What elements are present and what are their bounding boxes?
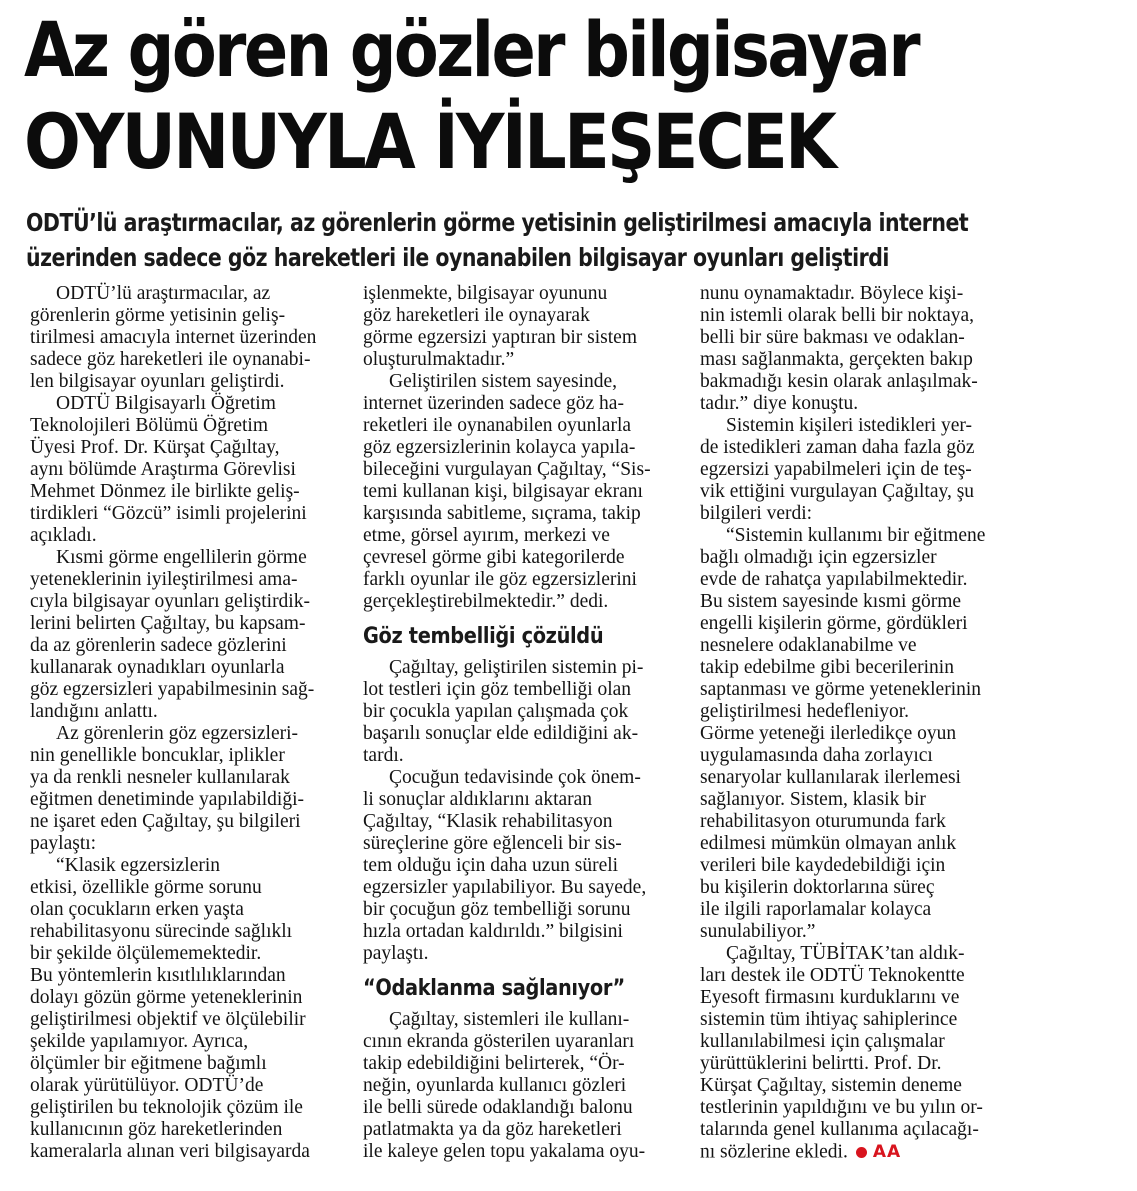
- text-line: “Sistemin kullanımı bir eğitmene: [726, 525, 986, 546]
- text-line: Görme yeteneği ilerledikçe oyun: [700, 723, 957, 744]
- agency-signature: [856, 1141, 901, 1163]
- text-line: ne işaret eden Çağıltay, şu bilgileri: [30, 811, 301, 832]
- text-line: tirdikleri “Gözcü” isimli projelerini: [30, 503, 307, 524]
- subheading-odaklanma: “Odaklanma sağlanıyor”: [363, 976, 625, 1001]
- text-line: sağlanıyor. Sistem, klasik bir: [700, 789, 926, 810]
- text-line: ölçümler bir eğitmene bağımlı: [30, 1053, 267, 1074]
- text-line: egzersizler yapılabiliyor. Bu sayede,: [363, 877, 647, 898]
- text-line: paylaştı.: [363, 943, 429, 964]
- text-line: de istedikleri zaman daha fazla göz: [700, 437, 975, 458]
- text-line: bakmadığı kesin olarak anlaşılmak-: [700, 371, 978, 392]
- text-line: Kısmi görme engellilerin görme: [56, 547, 307, 568]
- column-2-part-a: [363, 283, 683, 613]
- text-line: “Klasik egzersizlerin: [56, 855, 221, 876]
- text-line: ya da renkli nesneler kullanılarak: [30, 767, 290, 788]
- text-line: talarında genel kullanıma açılacağı-: [700, 1119, 979, 1140]
- text-line: Çağıltay, “Klasik rehabilitasyon: [363, 811, 613, 832]
- text-line: reketleri ile oynanabilen oyunlarla: [363, 415, 632, 436]
- text-line: hızla ortadan kaldırıldı.” bilgisini: [363, 921, 623, 942]
- text-line: bir çocukla yapılan çalışmada çok: [363, 701, 629, 722]
- text-line: Teknolojileri Bölümü Öğretim: [30, 415, 269, 436]
- text-line: görenlerin görme yetisinin geliş-: [30, 305, 286, 326]
- text-line: oluşturulmaktadır.”: [363, 349, 515, 370]
- text-line: Sistemin kişileri istedikleri yer-: [726, 415, 973, 436]
- headline-line-1: Az gören gözler bilgisayar: [24, 5, 919, 94]
- text-line: aynı bölümde Araştırma Görevlisi: [30, 459, 296, 480]
- text-line: ile belli sürede odaklandığı balonu: [363, 1097, 633, 1118]
- text-line: Geliştirilen sistem sayesinde,: [389, 371, 618, 392]
- article-column-2: [363, 283, 683, 1163]
- text-line: ODTÜ’lü araştırmacılar, az: [56, 283, 271, 304]
- text-line: Az görenlerin göz egzersizleri-: [56, 723, 298, 744]
- text-line: temi kullanan kişi, bilgisayar ekranı: [363, 481, 643, 502]
- text-line: saptanması ve görme yeteneklerinin: [700, 679, 982, 700]
- text-line: ODTÜ Bilgisayarlı Öğretim: [56, 393, 276, 414]
- text-line: ile ilgili raporlamalar kolayca: [700, 899, 932, 920]
- text-line: senaryolar kullanılarak ilerlemesi: [700, 767, 961, 788]
- text-line: ları destek ile ODTÜ Teknokentte: [700, 965, 965, 986]
- text-line: tardı.: [363, 745, 404, 766]
- subheading-goz-tembelligi: Göz tembelliği çözüldü: [363, 624, 604, 649]
- text-line: Çocuğun tedavisinde çok önem-: [389, 767, 641, 788]
- text-line: bağlı olmadığı için egzersizler: [700, 547, 937, 568]
- text-line: lot testleri için göz tembelliği olan: [363, 679, 632, 700]
- text-line: şekilde yapılamıyor. Ayrıca,: [30, 1031, 249, 1052]
- text-line: kameralarla alınan veri bilgisayarda: [30, 1141, 310, 1162]
- text-line: Eyesoft firmasını kurduklarını ve: [700, 987, 960, 1008]
- text-line: işlenmekte, bilgisayar oyununu: [363, 283, 608, 304]
- text-line: Çağıltay, geliştirilen sistemin pi-: [389, 657, 644, 678]
- text-line: testlerinin yapıldığını ve bu yılın or-: [700, 1097, 983, 1118]
- text-line: li sonuçlar aldıklarını aktaran: [363, 789, 593, 810]
- text-line: etme, görsel ayırım, merkezi ve: [363, 525, 610, 546]
- text-line: nesnelere odaklanabilme ve: [700, 635, 917, 656]
- deck-subheadline: [26, 205, 1126, 275]
- column-2-part-c: [363, 1009, 683, 1163]
- text-line: karşısında sabitleme, sıçrama, takip: [363, 503, 641, 524]
- text-line: Çağıltay, sistemleri ile kullanı-: [389, 1009, 630, 1030]
- text-line: landığını anlattı.: [30, 701, 158, 722]
- text-line: nı sözlerine ekledi.: [700, 1141, 848, 1163]
- deck-line-2: üzerinden sadece göz hareketleri ile oynanabilen bilgisayar oyunları geliştirdi: [26, 243, 889, 272]
- text-line: evde de rahatça yapılabilmektedir.: [700, 569, 968, 590]
- deck-line-1: ODTÜ’lü araştırmacılar, az görenlerin görme yetisinin geliştirilmesi amacıyla internet: [26, 208, 969, 237]
- text-line: edilmesi mümkün olmayan anlık: [700, 833, 957, 854]
- text-line: cıyla bilgisayar oyunları geliştirdik-: [30, 591, 310, 612]
- text-line: ile kaleye gelen topu yakalama oyu-: [363, 1141, 646, 1162]
- text-line: nunu oynamaktadır. Böylece kişi-: [700, 283, 964, 304]
- text-line: yürüttüklerini belirtti. Prof. Dr.: [700, 1053, 942, 1074]
- text-line: açıkladı.: [30, 525, 97, 546]
- column-2-part-b: [363, 657, 683, 965]
- text-line: süreçlerine göre eğlenceli bir sis-: [363, 833, 622, 854]
- text-line: da az görenlerin sadece gözlerini: [30, 635, 287, 656]
- text-line: vik ettiğini vurgulayan Çağıltay, şu: [700, 481, 975, 502]
- text-line: tadır.” diye konuştu.: [700, 393, 859, 414]
- article-column-3: [700, 283, 1020, 1163]
- text-line: tirilmesi amacıyla internet üzerinden: [30, 327, 317, 348]
- text-line: farklı oyunlar ile göz egzersizlerini: [363, 569, 637, 590]
- text-line: takip edebilme gibi becerilerinin: [700, 657, 954, 678]
- text-line: geliştirilen bu teknolojik çözüm ile: [30, 1097, 303, 1118]
- text-line: bu kişilerin doktorlarına süreç: [700, 877, 935, 898]
- text-line: Bu yöntemlerin kısıtlılıklarından: [30, 965, 286, 986]
- text-line: rehabilitasyon oturumunda fark: [700, 811, 946, 832]
- text-line: gerçekleştirebilmektedir.” dedi.: [363, 591, 609, 612]
- text-line: sunulabiliyor.”: [700, 921, 816, 942]
- text-line: dolayı gözün görme yeteneklerinin: [30, 987, 303, 1008]
- text-line: bir şekilde ölçülememektedir.: [30, 943, 262, 964]
- text-line: paylaştı:: [30, 833, 97, 854]
- text-line: len bilgisayar oyunları geliştirdi.: [30, 371, 285, 392]
- agency-name: AA: [872, 1142, 902, 1162]
- text-line: olan çocukların erken yaşta: [30, 899, 244, 920]
- text-line: nin istemli olarak belli bir noktaya,: [700, 305, 975, 326]
- text-line: geliştirilmesi objektif ve ölçülebilir: [30, 1009, 306, 1030]
- text-line: Kürşat Çağıltay, sistemin deneme: [700, 1075, 962, 1096]
- text-line: ması sağlanmakta, gerçekten bakıp: [700, 349, 973, 370]
- text-line: nin genellikle boncuklar, iplikler: [30, 745, 285, 766]
- text-line: Mehmet Dönmez ile birlikte geliş-: [30, 481, 300, 502]
- article-column-1: [30, 283, 345, 1163]
- text-line: internet üzerinden sadece göz ha-: [363, 393, 624, 414]
- text-line: uygulamasında daha zorlayıcı: [700, 745, 933, 766]
- text-line: kullanılabilmesi için çalışmalar: [700, 1031, 945, 1052]
- text-line: sadece göz hareketleri ile oynanabi-: [30, 349, 311, 370]
- text-line: takip edebildiğini belirterek, “Ör-: [363, 1053, 625, 1074]
- text-line: Bu sistem sayesinde kısmi görme: [700, 591, 962, 612]
- text-line: bir çocuğun göz tembelliği sorunu: [363, 899, 631, 920]
- bullet-dot-icon: [856, 1147, 867, 1158]
- text-line: olarak yürütülüyor. ODTÜ’de: [30, 1075, 264, 1096]
- text-line: göz egzersizlerinin kolayca yapıla-: [363, 437, 636, 458]
- text-line: rehabilitasyonu sürecinde sağlıklı: [30, 921, 293, 942]
- text-line: başarılı sonuçlar elde edildiğini ak-: [363, 723, 639, 744]
- text-line: çevresel görme gibi kategorilerde: [363, 547, 625, 568]
- text-line: sistemin tüm ihtiyaç sahiplerince: [700, 1009, 958, 1030]
- text-line: egzersizi yapabilmeleri için de teş-: [700, 459, 972, 480]
- text-line: belli bir süre bakması ve odaklan-: [700, 327, 965, 348]
- text-line: kullanarak oynadıkları oyunlarla: [30, 657, 285, 678]
- text-line: tem olduğu için daha uzun süreli: [363, 855, 619, 876]
- text-line-with-signature: [700, 1141, 1020, 1163]
- text-line: engelli kişilerin görme, gördükleri: [700, 613, 968, 634]
- text-line: patlatmakta ya da göz hareketleri: [363, 1119, 622, 1140]
- text-line: bilgileri verdi:: [700, 503, 813, 524]
- text-line: yeteneklerinin iyileştirilmesi ama-: [30, 569, 298, 590]
- text-line: verileri bile kaydedebildiği için: [700, 855, 946, 876]
- text-line: neğin, oyunlarda kullanıcı gözleri: [363, 1075, 627, 1096]
- text-line: bileceğini vurgulayan Çağıltay, “Sis-: [363, 459, 651, 480]
- text-line: kullanıcının göz hareketlerinden: [30, 1119, 283, 1140]
- text-line: göz hareketleri ile oynayarak: [363, 305, 590, 326]
- text-line: Çağıltay, TÜBİTAK’tan aldık-: [726, 943, 965, 964]
- headline-line-2: OYUNUYLA İYİLEŞECEK: [24, 97, 835, 186]
- text-line: Üyesi Prof. Dr. Kürşat Çağıltay,: [30, 437, 280, 458]
- text-line: etkisi, özellikle görme sorunu: [30, 877, 262, 898]
- headline: [24, 5, 1124, 186]
- text-line: görme egzersizi yaptıran bir sistem: [363, 327, 637, 348]
- text-line: cının ekranda gösterilen uyaranları: [363, 1031, 635, 1052]
- text-line: göz egzersizleri yapabilmesinin sağ-: [30, 679, 315, 700]
- text-line: eğitmen denetiminde yapılabildiği-: [30, 789, 305, 810]
- text-line: geliştirilmesi hedefleniyor.: [700, 701, 910, 722]
- text-line: lerini belirten Çağıltay, bu kapsam-: [30, 613, 306, 634]
